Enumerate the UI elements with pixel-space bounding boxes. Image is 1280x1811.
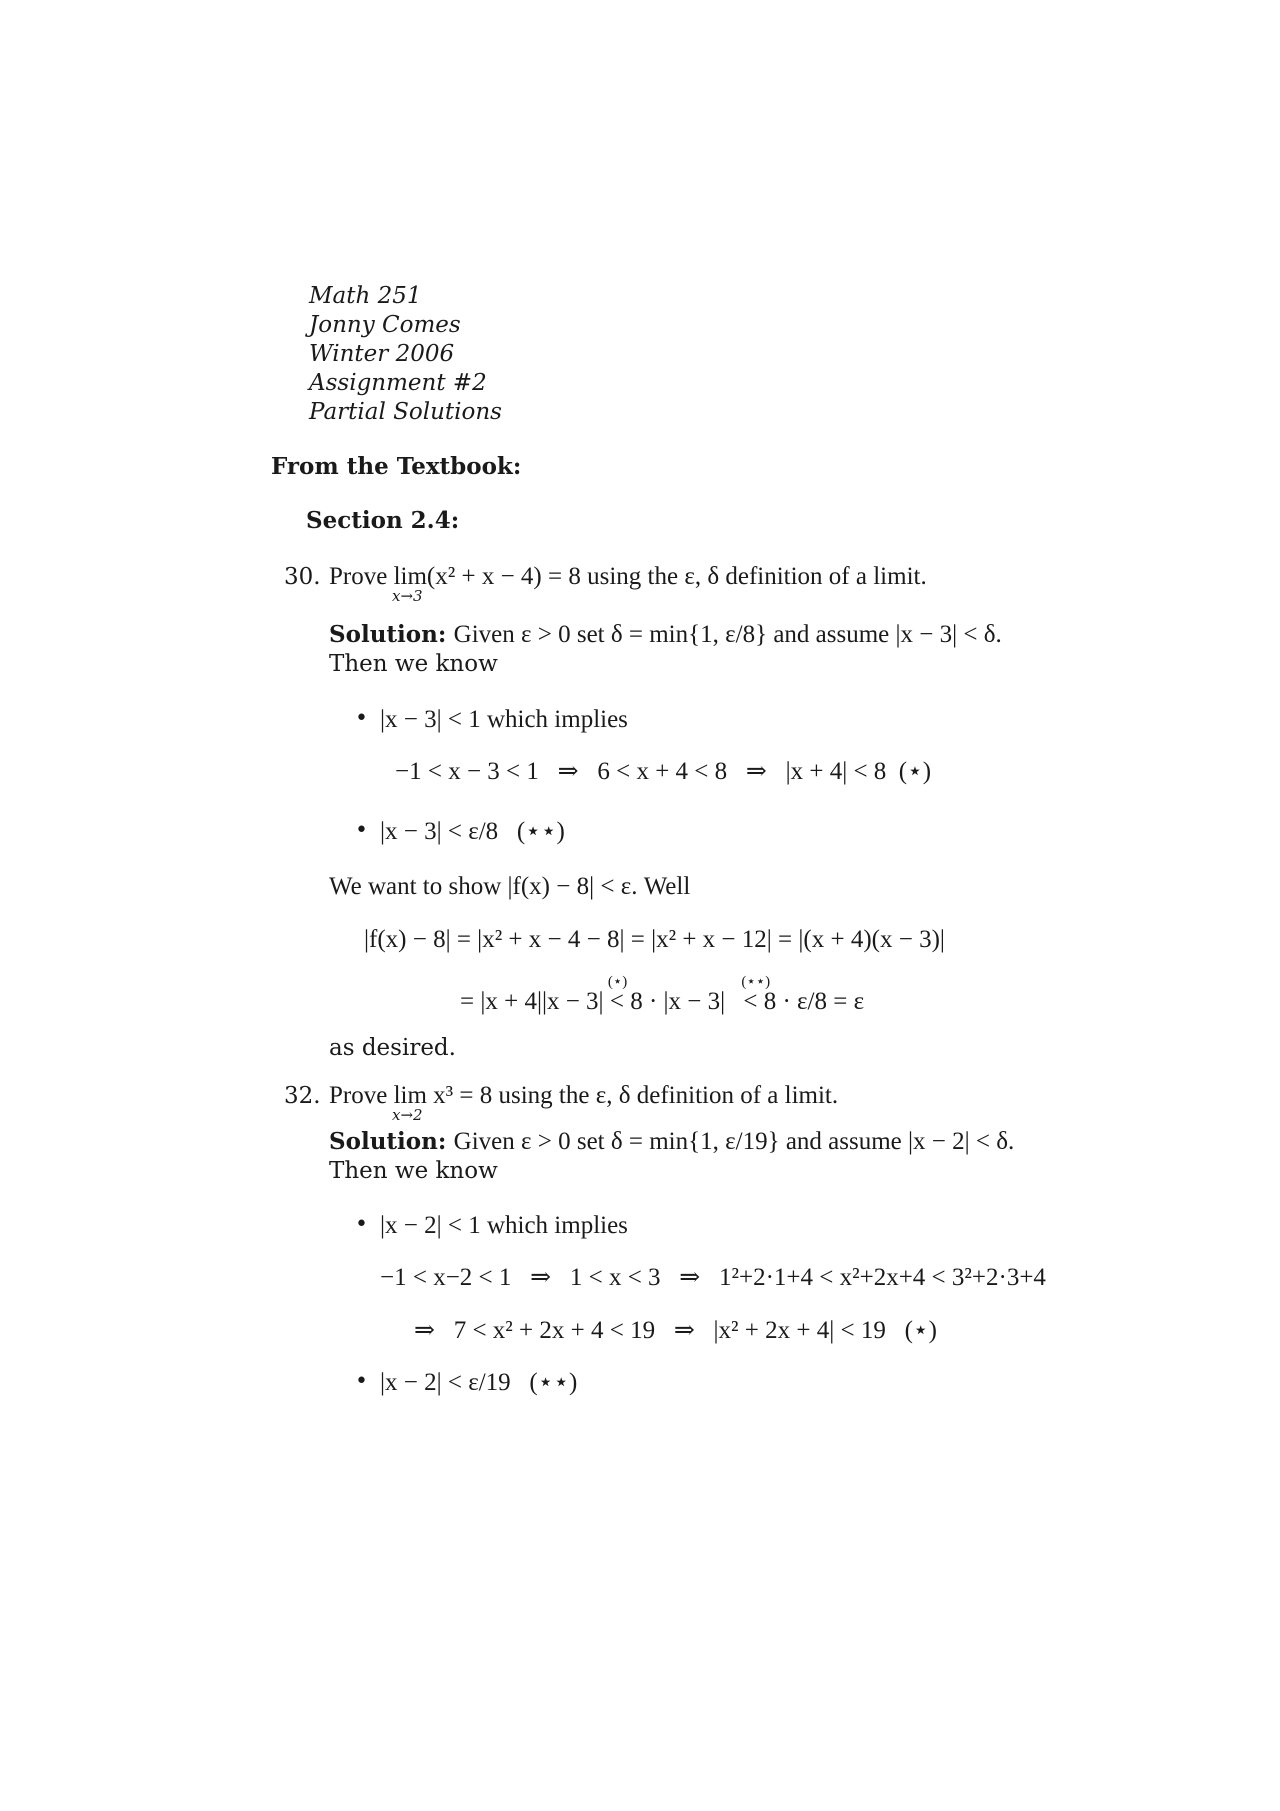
problem-32-implication-line-1: −1 < x−2 < 1 ⇒ 1 < x < 3 ⇒ 1²+2·1+4 < x²+2x+4 < 3²+2·3+4	[380, 1264, 1046, 1291]
subtitle-line: Partial Solutions	[309, 399, 502, 425]
eq2-star-lt	[607, 974, 628, 1017]
bullet-icon: •	[355, 1369, 368, 1394]
solution-label: Solution:	[329, 621, 447, 648]
eq2-lt-1: <	[609, 988, 624, 1015]
from-textbook-heading: From the Textbook:	[271, 453, 522, 480]
problem-30-equation-2	[460, 974, 865, 1017]
course-line: Math 251	[309, 283, 422, 309]
problem-32-implication-line-2: ⇒ 7 < x² + 2x + 4 < 19 ⇒ |x² + 2x + 4| < 19 (⋆)	[414, 1317, 937, 1344]
author-line: Jonny Comes	[309, 312, 461, 338]
eq2-doublestar-lt	[741, 974, 771, 1017]
problem-30-bullet-2: |x − 3| < ε/8 (⋆⋆)	[380, 818, 565, 845]
problem-30-implication-line: −1 < x − 3 < 1 ⇒ 6 < x + 4 < 8 ⇒ |x + 4| < 8 (⋆)	[395, 758, 932, 785]
problem-32-statement: Prove lim x³ = 8 using the ε, δ definition of a limit.	[329, 1082, 839, 1109]
problem-32-bullet-2: |x − 2| < ε/19 (⋆⋆)	[380, 1369, 578, 1396]
problem-32-solution	[329, 1127, 1014, 1157]
problem-30-statement: Prove lim(x² + x − 4) = 8 using the ε, δ definition of a limit.	[329, 563, 927, 590]
eq2-part-c: 8 · ε/8 = ε	[763, 988, 865, 1015]
bullet-icon: •	[355, 706, 368, 731]
solution-text: Given ε > 0 set δ = min{1, ε/8} and assume |x − 3| < δ.	[453, 621, 1002, 648]
eq2-part-a: = |x + 4||x − 3|	[460, 988, 604, 1015]
problem-32-number: 32.	[284, 1083, 321, 1109]
problem-30-then: Then we know	[329, 651, 498, 677]
section-heading: Section 2.4:	[306, 507, 460, 534]
problem-30-want: We want to show |f(x) − 8| < ε. Well	[329, 873, 691, 900]
solution-label: Solution:	[329, 1128, 447, 1155]
problem-32-limit-subscript: x→2	[392, 1106, 423, 1124]
eq2-tag-star: (⋆)	[607, 974, 628, 990]
solution-text: Given ε > 0 set δ = min{1, ε/19} and assume |x − 2| < δ.	[453, 1128, 1015, 1155]
eq2-lt-2: <	[743, 988, 758, 1015]
problem-30-solution	[329, 620, 1002, 650]
eq2-part-b: 8 · |x − 3|	[630, 988, 726, 1015]
problem-30-bullet-1: |x − 3| < 1 which implies	[380, 706, 628, 733]
problem-30-number: 30.	[284, 564, 321, 590]
problem-30-limit-subscript: x→3	[392, 587, 423, 605]
eq2-tag-doublestar: (⋆⋆)	[741, 974, 771, 990]
problem-32-then: Then we know	[329, 1158, 498, 1184]
problem-30-equation-1: |f(x) − 8| = |x² + x − 4 − 8| = |x² + x − 12| = |(x + 4)(x − 3)|	[364, 926, 945, 953]
bullet-icon: •	[355, 818, 368, 843]
term-line: Winter 2006	[309, 341, 455, 367]
problem-32-bullet-1: |x − 2| < 1 which implies	[380, 1212, 628, 1239]
assignment-line: Assignment #2	[309, 370, 487, 396]
bullet-icon: •	[355, 1212, 368, 1237]
problem-30-desired: as desired.	[329, 1035, 456, 1061]
